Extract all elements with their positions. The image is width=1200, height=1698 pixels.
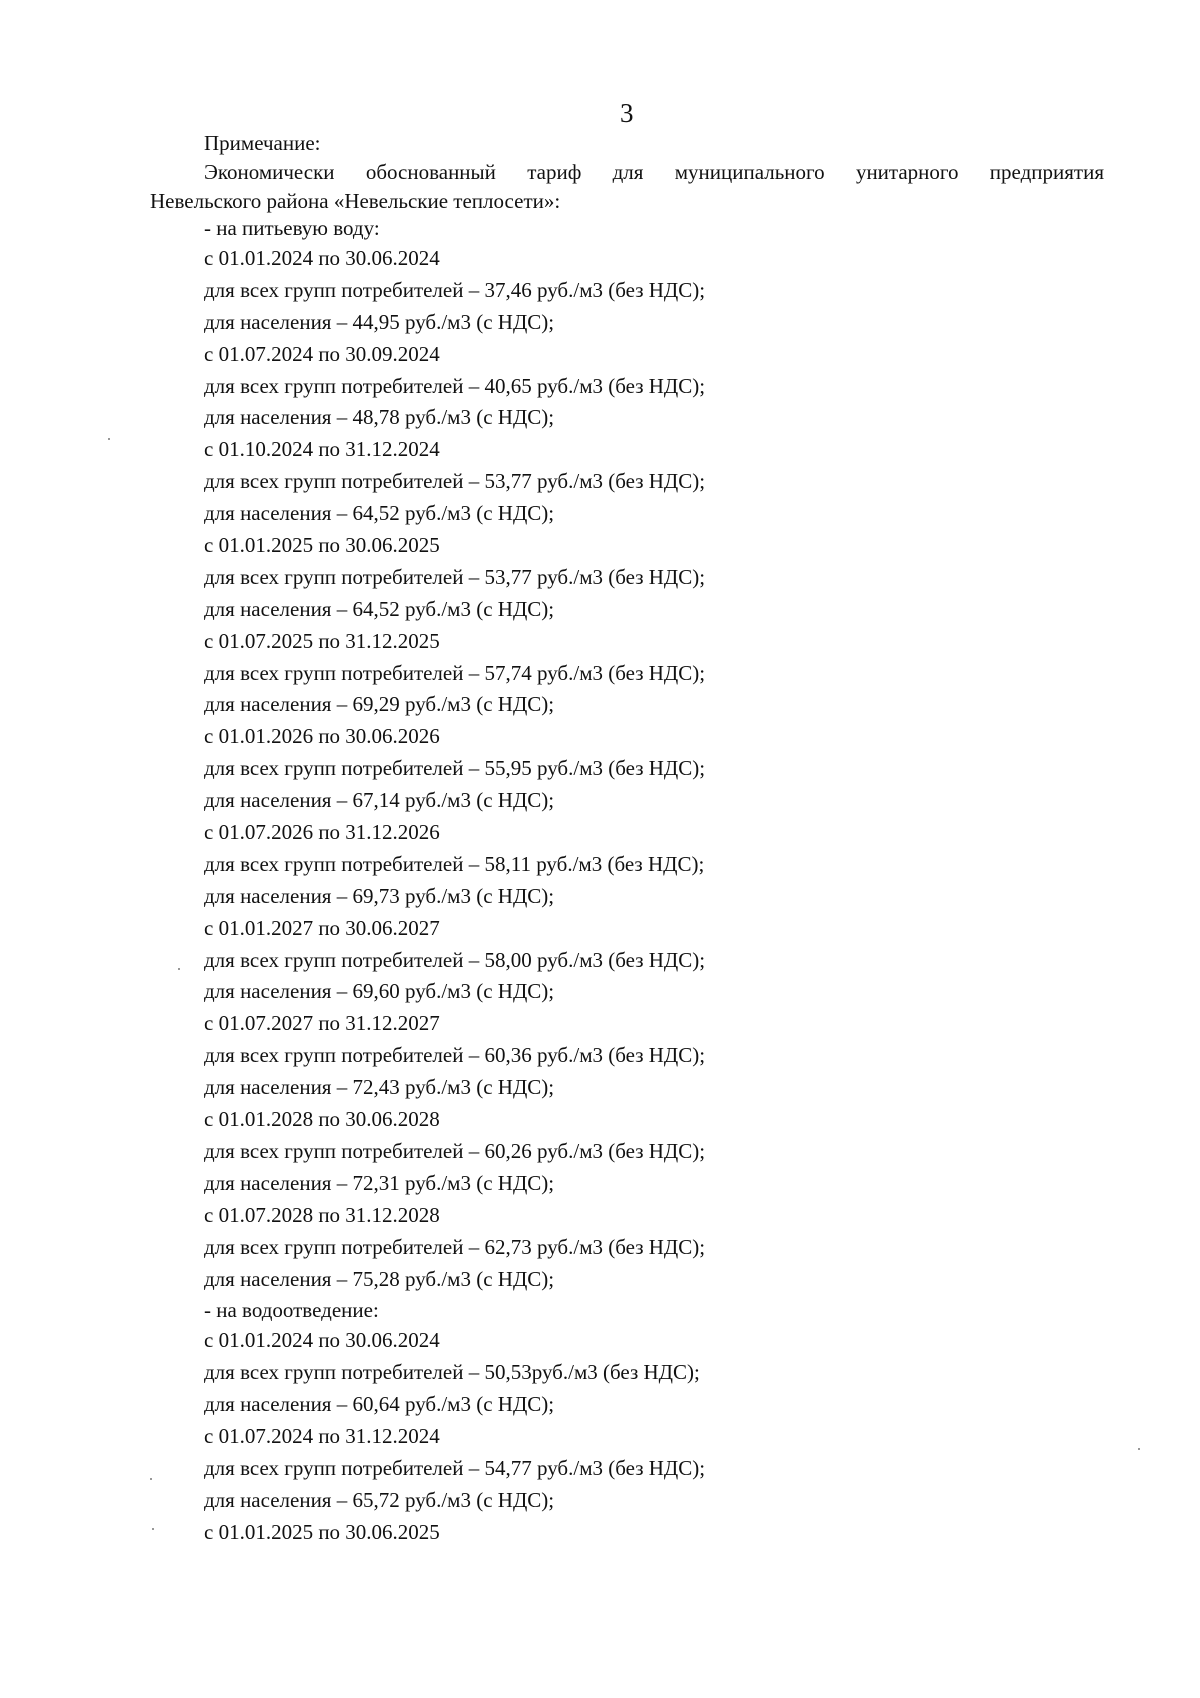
- period-line: с 01.07.2024 по 30.09.2024: [204, 341, 440, 366]
- rate-line: для всех групп потребителей – 55,95 руб./м3 (без НДС);: [204, 756, 706, 781]
- rate-line: для населения – 67,14 руб./м3 (с НДС);: [204, 788, 555, 813]
- rate-line: для всех групп потребителей – 50,53руб./м3 (без НДС);: [204, 1360, 700, 1385]
- rate-line: для населения – 64,52 руб./м3 (с НДС);: [204, 596, 555, 621]
- period-line: с 01.01.2026 по 30.06.2026: [204, 724, 440, 749]
- rate-line: для всех групп потребителей – 58,00 руб./м3 (без НДС);: [204, 947, 706, 972]
- period-line: с 01.07.2027 по 31.12.2027: [204, 1011, 440, 1036]
- intro-paragraph: [150, 158, 1104, 216]
- rate-line: для населения – 65,72 руб./м3 (с НДС);: [204, 1487, 555, 1512]
- section-heading: - на питьевую воду:: [204, 216, 380, 240]
- rate-line: для всех групп потребителей – 53,77 руб./м3 (без НДС);: [204, 564, 706, 589]
- note-title: Примечание:: [204, 131, 321, 155]
- intro-line-1: Экономически обоснованный тариф для муниципального унитарного предприятия: [204, 160, 1104, 184]
- intro-line-2: Невельского района «Невельские теплосети»:: [150, 189, 561, 213]
- rate-line: для населения – 72,31 руб./м3 (с НДС);: [204, 1170, 555, 1195]
- rate-line: для всех групп потребителей – 62,73 руб./м3 (без НДС);: [204, 1234, 706, 1259]
- rate-line: для всех групп потребителей – 58,11 руб./м3 (без НДС);: [204, 851, 705, 876]
- rate-line: для населения – 69,29 руб./м3 (с НДС);: [204, 692, 555, 717]
- period-line: с 01.07.2024 по 31.12.2024: [204, 1424, 440, 1449]
- period-line: с 01.01.2025 по 30.06.2025: [204, 533, 440, 558]
- rate-line: для всех групп потребителей – 54,77 руб./м3 (без НДС);: [204, 1455, 706, 1480]
- page-number: 3: [620, 98, 634, 128]
- tariff-list: [204, 213, 705, 1549]
- period-line: с 01.01.2027 по 30.06.2027: [204, 915, 440, 940]
- period-line: с 01.10.2024 по 31.12.2024: [204, 437, 440, 462]
- rate-line: для всех групп потребителей – 60,26 руб./м3 (без НДС);: [204, 1138, 706, 1163]
- period-line: с 01.01.2028 по 30.06.2028: [204, 1107, 440, 1132]
- rate-line: для населения – 60,64 руб./м3 (с НДС);: [204, 1392, 555, 1417]
- rate-line: для населения – 69,73 руб./м3 (с НДС);: [204, 883, 555, 908]
- period-line: с 01.07.2028 по 31.12.2028: [204, 1202, 440, 1227]
- rate-line: для всех групп потребителей – 53,77 руб./м3 (без НДС);: [204, 469, 706, 494]
- rate-line: для всех групп потребителей – 60,36 руб./м3 (без НДС);: [204, 1043, 706, 1068]
- rate-line: для населения – 64,52 руб./м3 (с НДС);: [204, 501, 555, 526]
- rate-line: для всех групп потребителей – 37,46 руб./м3 (без НДС);: [204, 277, 706, 302]
- rate-line: для населения – 44,95 руб./м3 (с НДС);: [204, 309, 555, 334]
- period-line: с 01.07.2025 по 31.12.2025: [204, 628, 440, 653]
- rate-line: для населения – 69,60 руб./м3 (с НДС);: [204, 979, 555, 1004]
- period-line: с 01.01.2025 по 30.06.2025: [204, 1519, 440, 1544]
- scan-speck: [150, 1478, 152, 1480]
- rate-line: для населения – 72,43 руб./м3 (с НДС);: [204, 1075, 555, 1100]
- scan-speck: [178, 968, 180, 970]
- rate-line: для населения – 75,28 руб./м3 (с НДС);: [204, 1266, 555, 1291]
- rate-line: для населения – 48,78 руб./м3 (с НДС);: [204, 405, 555, 430]
- scan-speck: [152, 1528, 154, 1530]
- rate-line: для всех групп потребителей – 40,65 руб./м3 (без НДС);: [204, 373, 706, 398]
- period-line: с 01.01.2024 по 30.06.2024: [204, 246, 440, 270]
- period-line: с 01.01.2024 по 30.06.2024: [204, 1328, 440, 1353]
- section-heading: - на водоотведение:: [204, 1298, 379, 1323]
- period-line: с 01.07.2026 по 31.12.2026: [204, 820, 440, 845]
- scan-speck: [1138, 1448, 1140, 1450]
- rate-line: для всех групп потребителей – 57,74 руб./м3 (без НДС);: [204, 660, 706, 685]
- scan-speck: [108, 438, 110, 440]
